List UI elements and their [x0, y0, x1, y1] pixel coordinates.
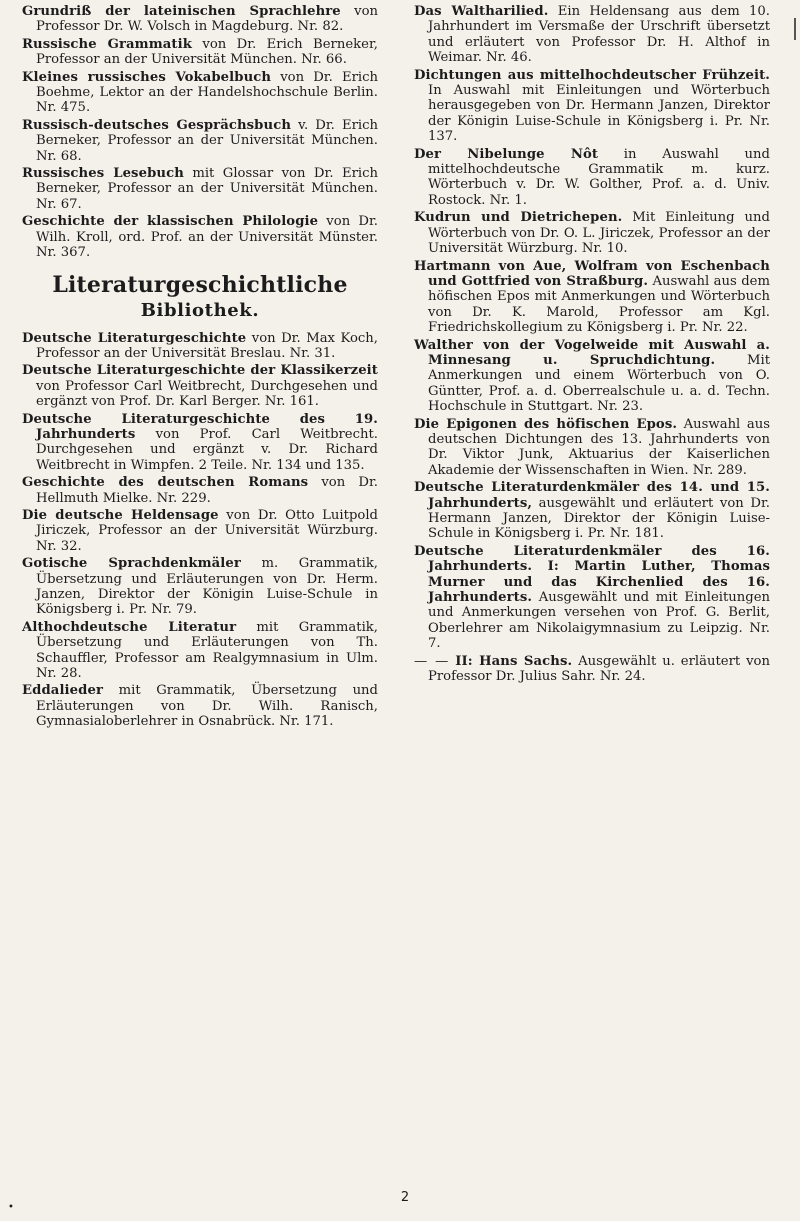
- entry-title: Grundriß der lateinischen Sprachlehre: [22, 4, 341, 19]
- entry-title: Kleines russisches Vokabelbuch: [22, 69, 272, 85]
- catalog-entry: [414, 68, 770, 145]
- ditto-dash: — —: [414, 653, 450, 669]
- entry-details: Auswahl aus dem höfischen Epos mit Anmerkungen und Wörterbuch von Dr. K. Marold, Professor am Kgl. Friedrichskollegium zu Königsberg i. Pr. Nr. 22.: [428, 273, 770, 336]
- entry-title: Althochdeutsche Literatur: [22, 619, 237, 635]
- entry-details: ausgewählt und erläutert von Dr. Hermann Janzen, Direktor der Königin Luise-Schule in Königsberg i. Pr. Nr. 181.: [428, 495, 770, 542]
- catalog-entry: [414, 417, 770, 479]
- entry-details: in Auswahl und mittelhochdeutsche Grammatik m. kurz. Wörterbuch v. Dr. W. Golther, Prof. a. d. Univ. Rostock. Nr. 1.: [428, 146, 770, 208]
- margin-rule: [794, 18, 796, 40]
- catalog-list-literature: [22, 331, 378, 730]
- entry-title: Deutsche Literaturgeschichte: [22, 330, 247, 346]
- entry-title: Kudrun und Dietrichepen.: [414, 210, 623, 226]
- entry-details: Ein Heldensang aus dem 10. Jahrhundert im Versmaße der Urschrift übersetzt und erläutert von Professor Dr. H. Althof in Weimar. Nr. 46.: [428, 4, 770, 66]
- entry-details: von Dr. Otto Luitpold Jiriczek, Professor an der Universität Würzburg. Nr. 32.: [36, 507, 378, 554]
- catalog-entry: [414, 259, 770, 336]
- entry-title: Deutsche Literaturdenkmäler des 16. Jahrhunderts. I: Martin Luther, Thomas Murner und das Kirchenlied des 16. Jahrhunderts.: [414, 543, 770, 606]
- catalog-entry-continuation: [414, 654, 770, 685]
- entry-title: Russisches Lesebuch: [22, 166, 184, 182]
- entry-details: Auswahl aus deutschen Dichtungen des 13. Jahrhunderts von Dr. Viktor Junk, Aktuarius der Kaiserlichen Akademie der Wissenschaften in Wien. Nr. 289.: [428, 416, 770, 478]
- right-column: [414, 4, 770, 686]
- catalog-entry: [22, 118, 378, 164]
- entry-title: Dichtungen aus mittelhochdeutscher Frühzeit.: [414, 67, 770, 83]
- entry-title: II: Hans Sachs.: [455, 653, 573, 669]
- section-heading: [22, 271, 378, 323]
- catalog-entry: [414, 4, 770, 66]
- catalog-entry: [414, 480, 770, 542]
- catalog-entry: [22, 475, 378, 506]
- entry-details: m. Grammatik, Übersetzung und Erläuterungen von Dr. Herm. Janzen, Direktor der Königin Luise-Schule in Königsberg i. Pr. Nr. 79.: [36, 556, 378, 618]
- entry-title: Russisch-deutsches Gesprächsbuch: [22, 117, 292, 133]
- catalog-entry: [22, 331, 378, 362]
- entry-title: Gotische Sprachdenkmäler: [22, 556, 241, 572]
- entry-title: Russische Grammatik: [22, 36, 192, 52]
- entry-title: Deutsche Literaturdenkmäler des 14. und 15. Jahrhunderts,: [414, 480, 770, 511]
- catalog-entry: [22, 508, 378, 554]
- catalog-entry: [22, 4, 378, 35]
- entry-details: mit Grammatik, Übersetzung und Erläuterungen von Th. Schauffler, Professor am Realgymnasium in Ulm. Nr. 28.: [36, 619, 378, 682]
- entry-details: v. Dr. Erich Berneker, Professor an der Universität München. Nr. 68.: [36, 117, 378, 164]
- entry-title: Deutsche Literaturgeschichte des 19. Jahrhunderts: [22, 411, 378, 442]
- entry-details: von Prof. Carl Weitbrecht. Durchgesehen und ergänzt v. Dr. Richard Weitbrecht in Wimpfen. 2 Teile. Nr. 134 und 135.: [36, 426, 378, 473]
- section-heading-line2: Bibliothek.: [140, 299, 260, 321]
- entry-title: Deutsche Literaturgeschichte der Klassikerzeit: [22, 363, 378, 379]
- catalog-entry: [414, 210, 770, 256]
- catalog-entry: [414, 147, 770, 209]
- entry-title: Der Nibelunge Nôt: [414, 146, 599, 162]
- entry-details: von Professor Carl Weitbrecht, Durchgesehen und ergänzt von Prof. Dr. Karl Berger. Nr. 161.: [36, 378, 378, 410]
- catalog-entry: [414, 338, 770, 415]
- entry-details: von Dr. Hellmuth Mielke. Nr. 229.: [36, 475, 378, 506]
- catalog-entry: [22, 620, 378, 682]
- entry-title: Eddalieder: [22, 683, 104, 699]
- catalog-entry: [414, 544, 770, 652]
- catalog-entry: [22, 214, 378, 260]
- entry-title: Geschichte des deutschen Romans: [22, 475, 309, 491]
- entry-title: Die Epigonen des höfischen Epos.: [414, 416, 678, 432]
- margin-bullet-icon: •: [8, 1202, 14, 1213]
- entry-details: Mit Anmerkungen und einem Wörterbuch von O. Güntter, Prof. a. d. Oberrealschule u. a. d. Techn. Hochschule in Stuttgart. Nr. 23.: [428, 352, 770, 415]
- entry-details: von Dr. Erich Berneker, Professor an der Universität München. Nr. 66.: [36, 36, 378, 68]
- catalog-entry: [22, 70, 378, 116]
- left-column: [22, 4, 378, 732]
- catalog-entry: [22, 556, 378, 618]
- entry-details: mit Grammatik, Übersetzung und Erläuterungen von Dr. Wilh. Ranisch, Gymnasialoberlehrer in Osnabrück. Nr. 171.: [36, 683, 378, 730]
- catalog-entry: [22, 166, 378, 212]
- catalog-entry: [22, 37, 378, 68]
- entry-title: Walther von der Vogelweide mit Auswahl a. Minnesang u. Spruchdichtung.: [414, 337, 770, 368]
- catalog-entry: [22, 363, 378, 409]
- entry-details: von Dr. Erich Boehme, Lektor an der Handelshochschule Berlin. Nr. 475.: [36, 69, 378, 116]
- entry-details: mit Glossar von Dr. Erich Berneker, Professor an der Universität München. Nr. 67.: [36, 166, 378, 212]
- catalog-list-top: [22, 4, 378, 261]
- entry-details: Ausgewählt und mit Einleitungen und Anmerkungen versehen von Prof. G. Berlit, Oberlehrer am Nikolaigymnasium zu Leipzig. Nr. 7.: [428, 590, 770, 652]
- catalog-entry: [22, 683, 378, 729]
- entry-details: In Auswahl mit Einleitungen und Wörterbuch herausgegeben von Dr. Hermann Janzen, Direktor der Königin Luise-Schule in Königsberg i. Pr. Nr. 137.: [428, 83, 770, 145]
- catalog-entry: [22, 412, 378, 474]
- entry-details: von Dr. Max Koch, Professor an der Universität Breslau. Nr. 31.: [36, 330, 378, 361]
- entry-title: Die deutsche Heldensage: [22, 507, 219, 523]
- page-number: 2: [400, 1190, 410, 1205]
- entry-details: von Dr. Wilh. Kroll, ord. Prof. an der Universität Münster. Nr. 367.: [36, 214, 378, 261]
- catalog-list-right: [414, 4, 770, 652]
- entry-title: Das Waltharilied.: [414, 4, 549, 19]
- entry-details: von Professor Dr. W. Volsch in Magdeburg. Nr. 82.: [36, 4, 379, 35]
- section-heading-line1: Literaturgeschichtliche: [52, 271, 348, 298]
- entry-details: Ausgewählt u. erläutert von Professor Dr. Julius Sahr. Nr. 24.: [428, 653, 770, 685]
- entry-title: Geschichte der klassischen Philologie: [22, 214, 319, 230]
- entry-details: Mit Einleitung und Wörterbuch von Dr. O. L. Jiriczek, Professor an der Universität Würzburg. Nr. 10.: [428, 210, 770, 257]
- entry-title: Hartmann von Aue, Wolfram von Eschenbach und Gottfried von Straßburg.: [414, 258, 770, 289]
